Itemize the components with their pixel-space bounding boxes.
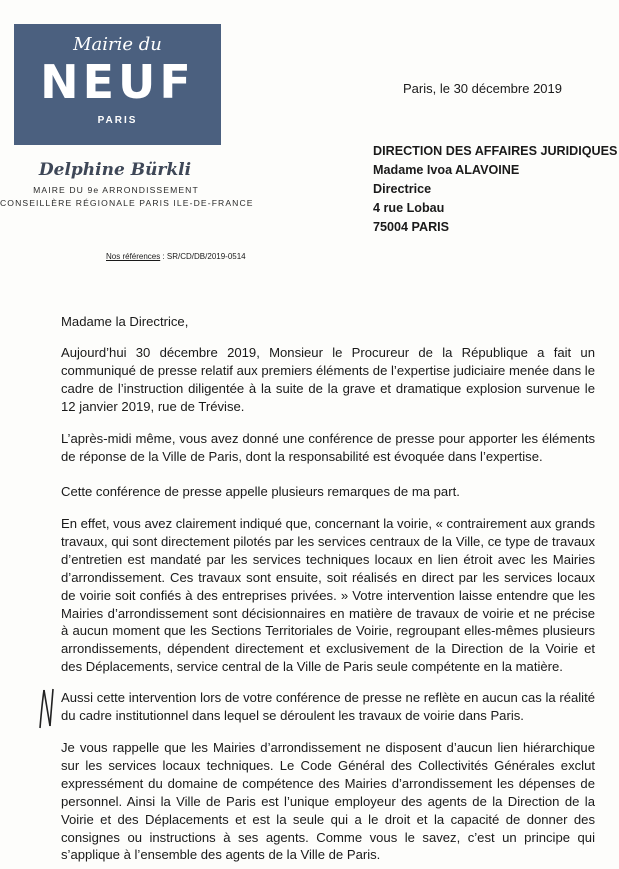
recipient-address [373,142,617,237]
salutation: Madame la Directrice, [61,314,189,329]
recipient-city: 75004 PARIS [373,220,450,234]
recipient-role: Directrice [373,182,432,196]
recipient-street: 4 rue Lobau [373,201,445,215]
paragraph-1: Aujourd’hui 30 décembre 2019, Monsieur le Procureur de la République a fait un communiqué de presse relatif aux premiers éléments de l’expertise judiciaire menée dans le cadre de l’instruction diligentée à la suite de la grave et dramatique explosion survenue le 12 janvier 2019, rue de Trévise. [61,345,595,414]
references-line [106,252,246,261]
signer-title-mayor: MAIRE DU 9e ARRONDISSEMENT [33,185,199,195]
paragraph-4: En effet, vous avez clairement indiqué que, concernant la voirie, « contrairement aux grands travaux, qui sont directement pilotés par les services centraux de la Ville, ce type de travaux d’entretien est mandaté par les services techniques locaux en lien étroit avec les Mairies d’arrondissement. Ces travaux sont ensuite, soit réalisés en direct par les services locaux de voirie soit confiés à des entreprises privées. » Votre intervention laisse entendre que les Mairies d’arrondissement sont décisionnaires en matière de travaux de voirie et ne précise à aucun moment que les Sections Territoriales de Voirie, regroupant elles-mêmes plusieurs arrondissements, dépendent directement et exclusivement de la Direction de la Voirie et des Déplacements, service central de la Ville de Paris seule compétente en la matière. [61,516,595,675]
signer-name: Delphine Bürkli [38,160,192,180]
logo-neuf: NEUF [40,55,195,109]
logo-paris: PARIS [97,115,138,126]
paragraph-3: Cette conférence de presse appelle plusieurs remarques de ma part. [61,484,460,499]
paragraph-2: L’après-midi même, vous avez donné une conférence de presse pour apporter les éléments de réponse de la Ville de Paris, dont la responsabilité est évoquée dans l’expertise. [61,431,595,464]
references-value: : SR/CD/DB/2019-0514 [160,252,246,261]
recipient-name: Madame Ivoa ALAVOINE [373,163,520,177]
recipient-direction: DIRECTION DES AFFAIRES JURIDIQUES [373,144,618,158]
letter-date: Paris, le 30 décembre 2019 [403,81,562,96]
paragraph-6: Je vous rappelle que les Mairies d’arrondissement ne disposent d’aucun lien hiérarchique sur les services locaux techniques. Le Code Général des Collectivités Générales exclut expressément du domaine de compétence des Mairies d’arrondissement les dépenses de personnel. Ainsi la Ville de Paris est l’unique employeur des agents de la Direction de la Voirie et des Déplacements et est la seule qui a le droit et la capacité de donner des consignes ou instructions à ses agents. Comme vous le savez, c’est un principe qui s’applique à l’ensemble des agents de la Ville de Paris. [61,740,595,863]
references-label: Nos références [106,252,161,261]
handwritten-margin-mark [36,686,58,732]
mairie-logo [14,24,221,145]
paragraph-5: Aussi cette intervention lors de votre conférence de presse ne reflète en aucun cas la réalité du cadre institutionnel dans lequel se déroulent les travaux de voirie dans Paris. [61,690,595,723]
signer-title-regional: CONSEILLÈRE RÉGIONALE PARIS ILE-DE-FRANCE [0,198,254,208]
logo-mairie-du: Mairie du [73,34,162,55]
